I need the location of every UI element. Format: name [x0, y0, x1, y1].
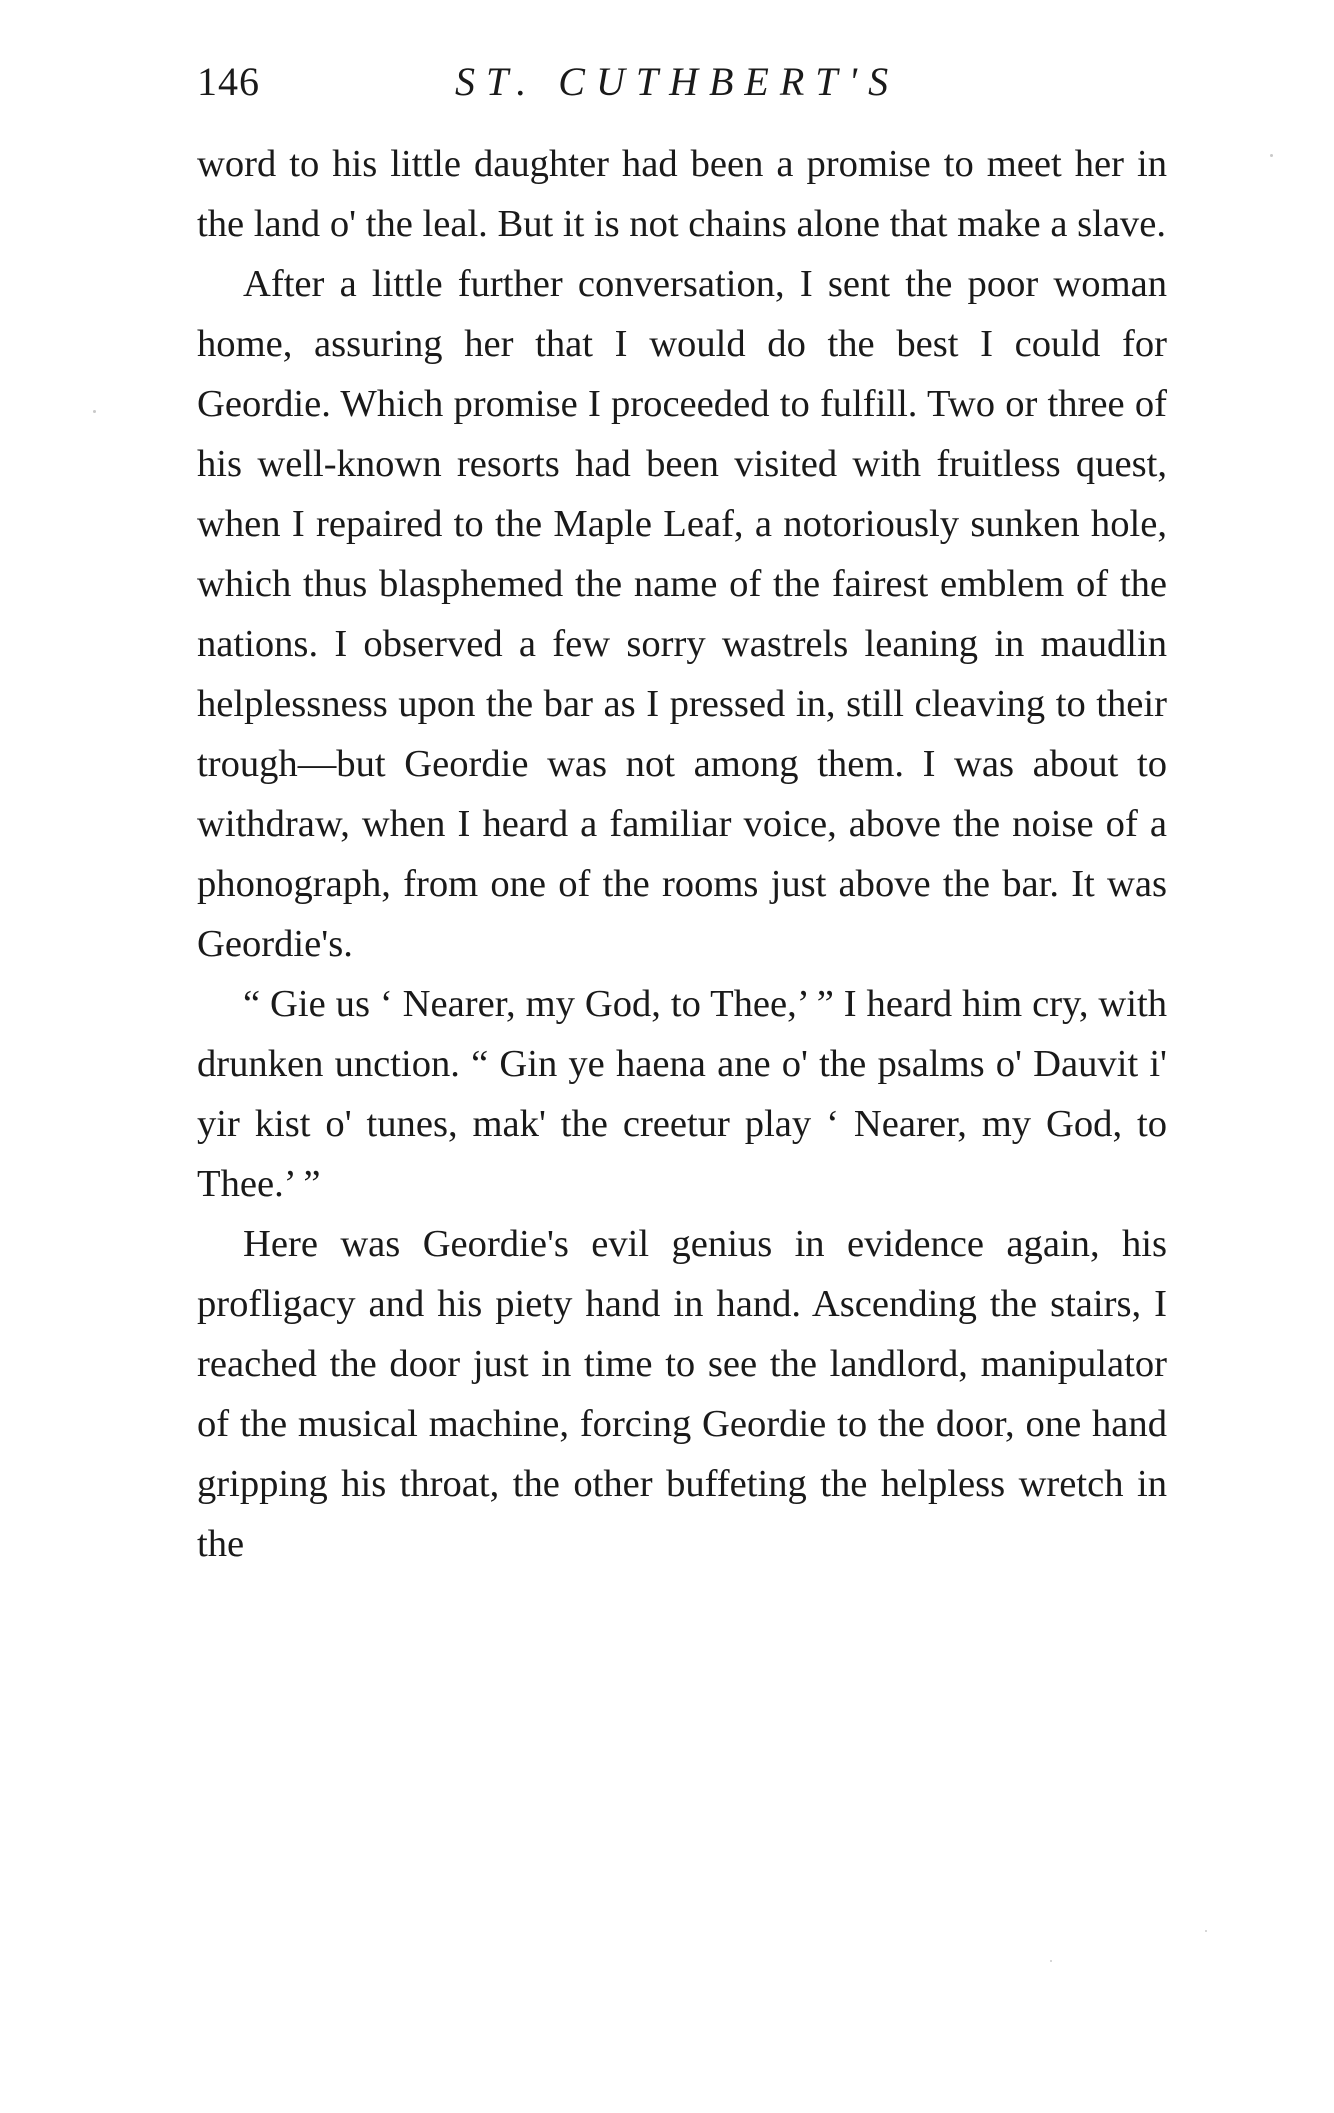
- paragraph-3: “ Gie us ‘ Nearer, my God, to Thee,’ ” I heard him cry, with drunken unction. “ Gin ye haena ane o' the psalms o' Dauvit i' yir kist o' tunes, mak' the creetur play ‘ Nearer, my God, to Thee.’ ”: [197, 983, 1167, 1205]
- page-number: 146: [197, 59, 260, 104]
- body-text: [197, 134, 1167, 1574]
- paragraph-1: word to his little daughter had been a promise to meet her in the land o' the leal. But it is not chains alone that make a slave.: [197, 143, 1167, 245]
- running-head: [197, 54, 1167, 110]
- page-speck: [1050, 1960, 1052, 1962]
- paragraph-4: Here was Geordie's evil genius in evidence again, his profligacy and his piety hand in hand. Ascending the stairs, I reached the door just in time to see the landlord, manipulator of the musical machine, forcing Geordie to the door, one hand gripping his throat, the other buffeting the helpless wretch in the: [197, 1223, 1167, 1565]
- page-speck: [93, 410, 96, 413]
- paragraph-2: After a little further conversation, I sent the poor woman home, assuring her that I would do the best I could for Geordie. Which promise I proceeded to fulfill. Two or three of his well-known resorts had been visited with fruitless quest, when I repaired to the Maple Leaf, a notoriously sunken hole, which thus blasphemed the name of the fairest emblem of the nations. I observed a few sorry wastrels leaning in maudlin helplessness upon the bar as I pressed in, still cleaving to their trough—but Geordie was not among them. I was about to withdraw, when I heard a familiar voice, above the noise of a phonograph, from one of the rooms just above the bar. It was Geordie's.: [197, 263, 1167, 965]
- page-speck: [1270, 154, 1273, 157]
- page-speck: [1205, 1930, 1207, 1932]
- running-title: ST. CUTHBERT'S: [455, 59, 900, 104]
